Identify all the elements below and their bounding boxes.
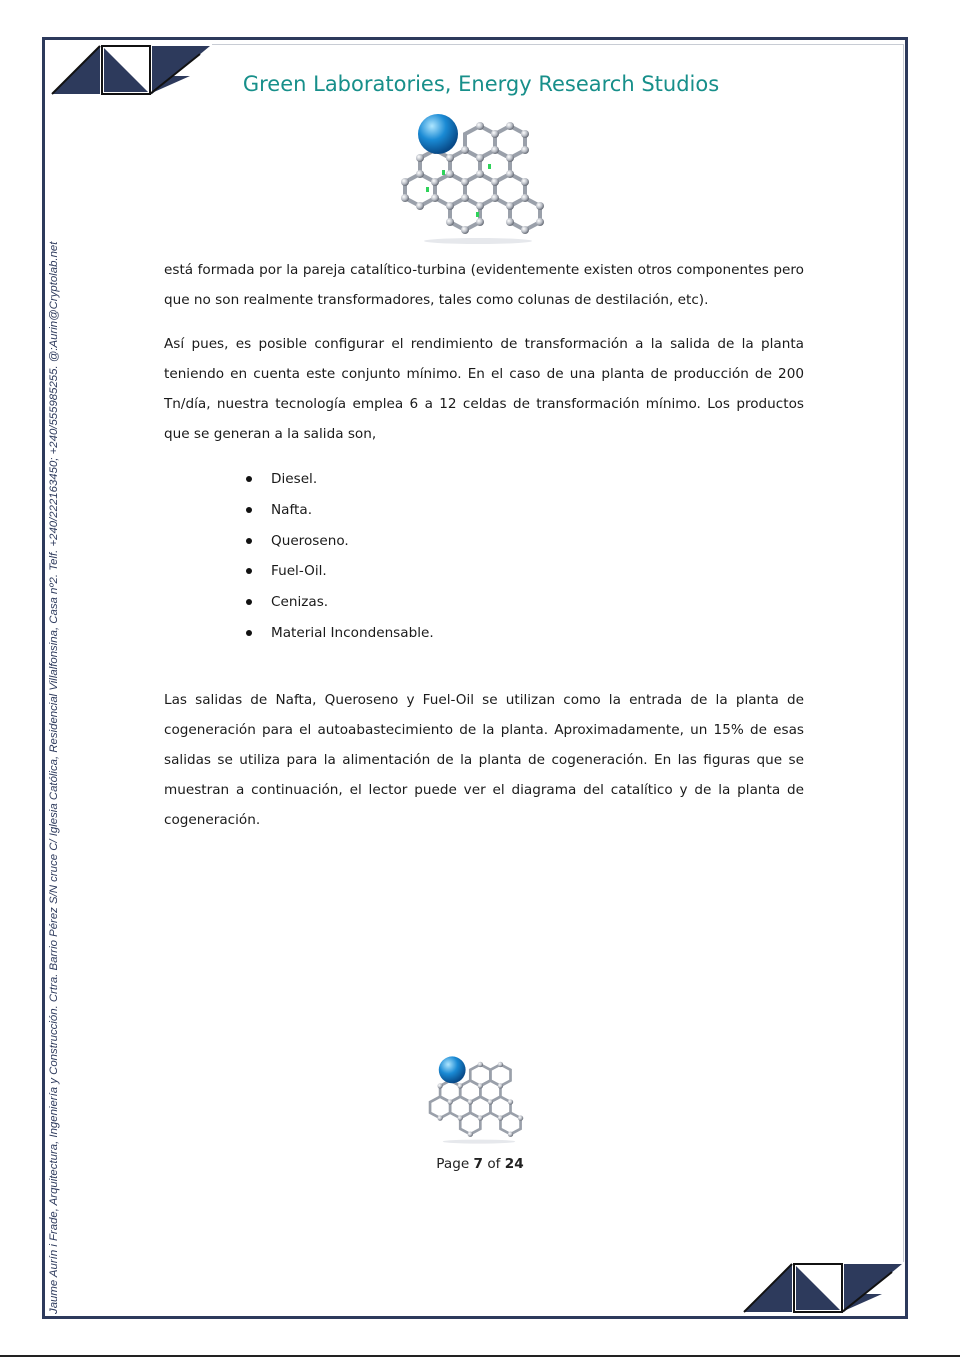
list-item: Material Incondensable.: [244, 618, 434, 649]
bullet-icon: [246, 507, 252, 513]
list-item: Cenizas.: [244, 587, 434, 618]
page-number: Page 7 of 24: [436, 1156, 524, 1172]
paragraph-intro: está formada por la pareja catalítico-turbina (evidentemente existen otros componentes pero que no son realmente transformadores, tales como colunas de destilación, etc).: [164, 262, 804, 308]
products-list: [244, 464, 434, 649]
bullet-icon: [246, 599, 252, 605]
bullet-icon: [246, 568, 252, 574]
af-logo-bottom-right-icon: [742, 1262, 904, 1314]
list-item: Nafta.: [244, 495, 434, 526]
paragraph-cogeneration: Las salidas de Nafta, Queroseno y Fuel-Oil se utilizan como la entrada de la planta de cogeneración para el autoabastecimiento de la planta. Aproximadamente, un 15% de esas salidas se utiliza para la alimentación de la planta de cogeneración. En las figuras que se muestran a continuación, el lector puede ver el diagrama del catalítico y de la planta de cogeneración.: [164, 692, 804, 828]
graphene-globe-icon: [390, 108, 566, 244]
graphene-footer-icon: [420, 1050, 538, 1146]
bullet-icon: [246, 476, 252, 482]
list-item: Fuel-Oil.: [244, 556, 434, 587]
current-page: 7: [473, 1156, 484, 1172]
total-pages: 24: [504, 1156, 524, 1172]
contact-sidebar: Jaume Aurín i Frade, Arquitectura, Ingeniería y Construcción. Crtra. Barrio Pérez S/N cruce C/ Iglesia Católica, Residencial Villalfonsina, Casa nº2. Telf. +240/222163450; +240/555985255. @:Aurin@Cryptolab.net: [48, 241, 60, 1314]
list-item: Diesel.: [244, 464, 434, 495]
bullet-icon: [246, 538, 252, 544]
list-item: Queroseno.: [244, 526, 434, 557]
paragraph-configuration: Así pues, es posible configurar el rendimiento de transformación a la salida de la planta teniendo en cuenta este conjunto mínimo. En el caso de una planta de producción de 200 Tn/día, nuestra tecnología emplea 6 a 12 celdas de transformación mínimo. Los productos que se generan a la salida son,: [164, 336, 804, 442]
bullet-icon: [246, 630, 252, 636]
page-title: Green Laboratories, Energy Research Studios: [242, 72, 720, 96]
bottom-edge-line: [0, 1355, 960, 1357]
